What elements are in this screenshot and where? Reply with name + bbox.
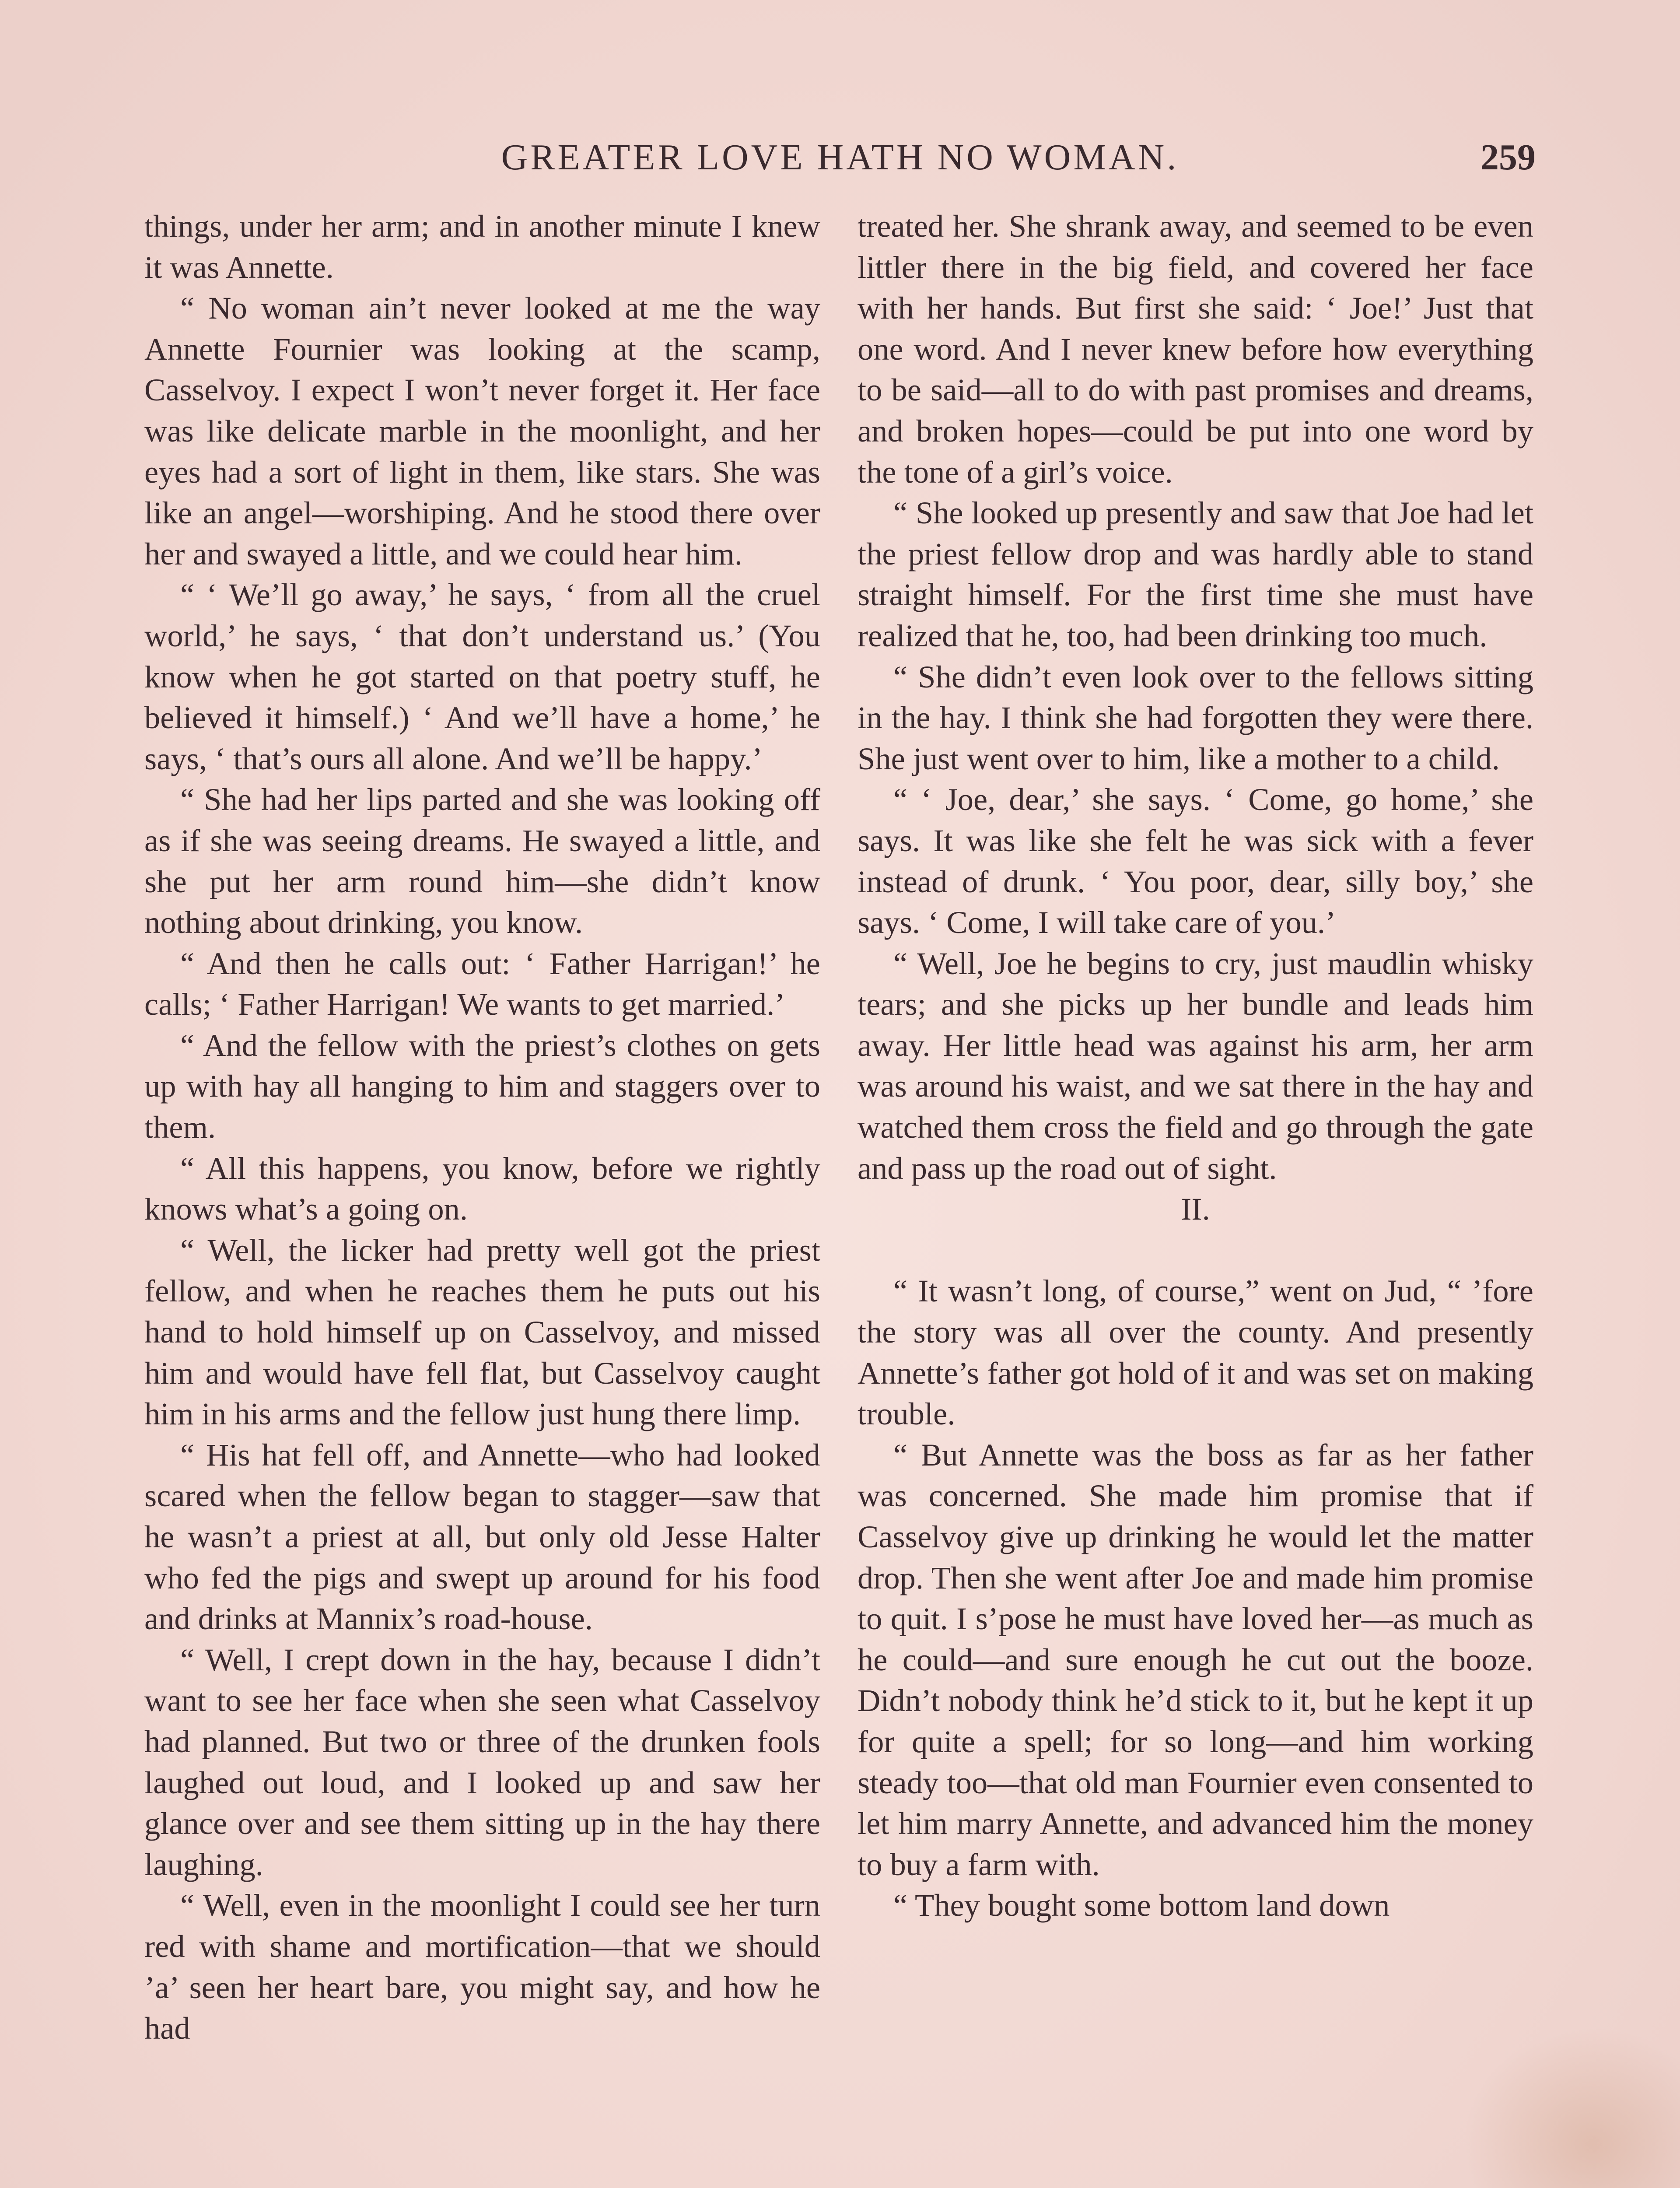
paragraph: “ It wasn’t long, of course,” went on Jud, “ ’fore the story was all over the county. And presently Annette’s father got hold of it and was set on making trouble. — [858, 1273, 1533, 1432]
paragraph: “ His hat fell off, and Annette—who had looked scared when the fellow began to stagger—saw that he wasn’t a priest at all, but only old Jesse Halter who fed the pigs and swept up around for his food and drinks at Mannix’s road-house. — [144, 1437, 820, 1637]
page-number: 259 — [1480, 137, 1536, 178]
paragraph: “ She looked up presently and saw that Joe had let the priest fellow drop and was hardly able to stand straight himself. For the first time she must have realized that he, too, had been drinking too much. — [858, 495, 1533, 653]
paragraph: “ Well, I crept down in the hay, because I didn’t want to see her face when she seen what Casselvoy had planned. But two or three of the drunken fools laughed out loud, and I looked up and saw her glance over and see them sitting up in the hay there laughing. — [144, 1641, 820, 1882]
paragraph: “ ‘ Joe, dear,’ she says. ‘ Come, go home,’ she says. It was like she felt he was sick with a fever instead of drunk. ‘ You poor, dear, silly boy,’ she says. ‘ Come, I will take care of you.’ — [858, 782, 1533, 940]
paragraph: “ She didn’t even look over to the fellows sitting in the hay. I think she had forgotten they were there. She just went over to him, like a mother to a child. — [858, 659, 1533, 776]
paragraph: “ Well, the licker had pretty well got the priest fellow, and when he reaches them he puts out his hand to hold himself up on Casselvoy, and missed him and would have fell flat, but Casselvoy caught him in his arms and the fellow just hung there limp. — [144, 1232, 820, 1432]
paragraph: “ And then he calls out: ‘ Father Harrigan!’ he calls; ‘ Father Harrigan! We wants to get married.’ — [144, 945, 820, 1022]
paragraph: treated her. She shrank away, and seemed to be even littler there in the big field, and covered her face with her hands. But first she said: ‘ Joe!’ Just that one word. And I never knew before how everything to be said—all to do with past promises and dreams, and broken hopes—could be put into one word by the tone of a girl’s voice. — [858, 208, 1533, 490]
paragraph: “ Well, even in the moonlight I could see her turn red with shame and mortification—that we should ’a’ seen her heart bare, you might say, and how he had — [144, 1887, 820, 2046]
section-heading: II. — [1181, 1191, 1210, 1227]
page-header — [144, 131, 1536, 184]
paragraph: “ No woman ain’t never looked at me the way Annette Fournier was looking at the scamp, Casselvoy. I expect I won’t never forget it. Her face was like delicate marble in the moonlight, and her eyes had a sort of light in them, like stars. She was like an angel—worshiping. And he stood there over her and swayed a little, and we could hear him. — [144, 290, 820, 572]
paragraph: “ They bought some bottom land down — [893, 1887, 1390, 1923]
paragraph: “ But Annette was the boss as far as her father was concerned. She made him promise that if Casselvoy give up drinking he would let the matter drop. Then she went after Joe and made him promise to quit. I s’pose he must have loved her—as much as he could—and sure enough he cut out the booze. Didn’t nobody think he’d stick to it, but he kept it up for quite a spell; for so long—and him working steady too—that old man Fournier even consented to let him marry Annette, and advanced him the money to buy a farm with. — [858, 1437, 1533, 1882]
paragraph: “ ‘ We’ll go away,’ he says, ‘ from all the cruel world,’ he says, ‘ that don’t understand us.’ (You know when he got started on that poetry stuff, he believed it himself.) ‘ And we’ll have a home,’ he says, ‘ that’s ours all alone. And we’ll be happy.’ — [144, 577, 820, 776]
paragraph: “ She had her lips parted and she was looking off as if she was seeing dreams. He swayed a little, and she put her arm round him—she didn’t know nothing about drinking, you know. — [144, 782, 820, 940]
running-head: GREATER LOVE HATH NO WOMAN. — [501, 137, 1179, 178]
paragraph: things, under her arm; and in another minute I knew it was Annette. — [144, 208, 820, 285]
left-column — [144, 206, 820, 2049]
paragraph: “ Well, Joe he begins to cry, just maudlin whisky tears; and she picks up her bundle and leads him away. Her little head was against his arm, her arm was around his waist, and we sat there in the hay and watched them cross the field and go through the gate and pass up the road out of sight. — [858, 945, 1533, 1186]
right-column — [858, 206, 1533, 1926]
paragraph: “ And the fellow with the priest’s clothes on gets up with hay all hanging to him and staggers over to them. — [144, 1027, 820, 1145]
paragraph: “ All this happens, you know, before we rightly knows what’s a going on. — [144, 1150, 820, 1227]
